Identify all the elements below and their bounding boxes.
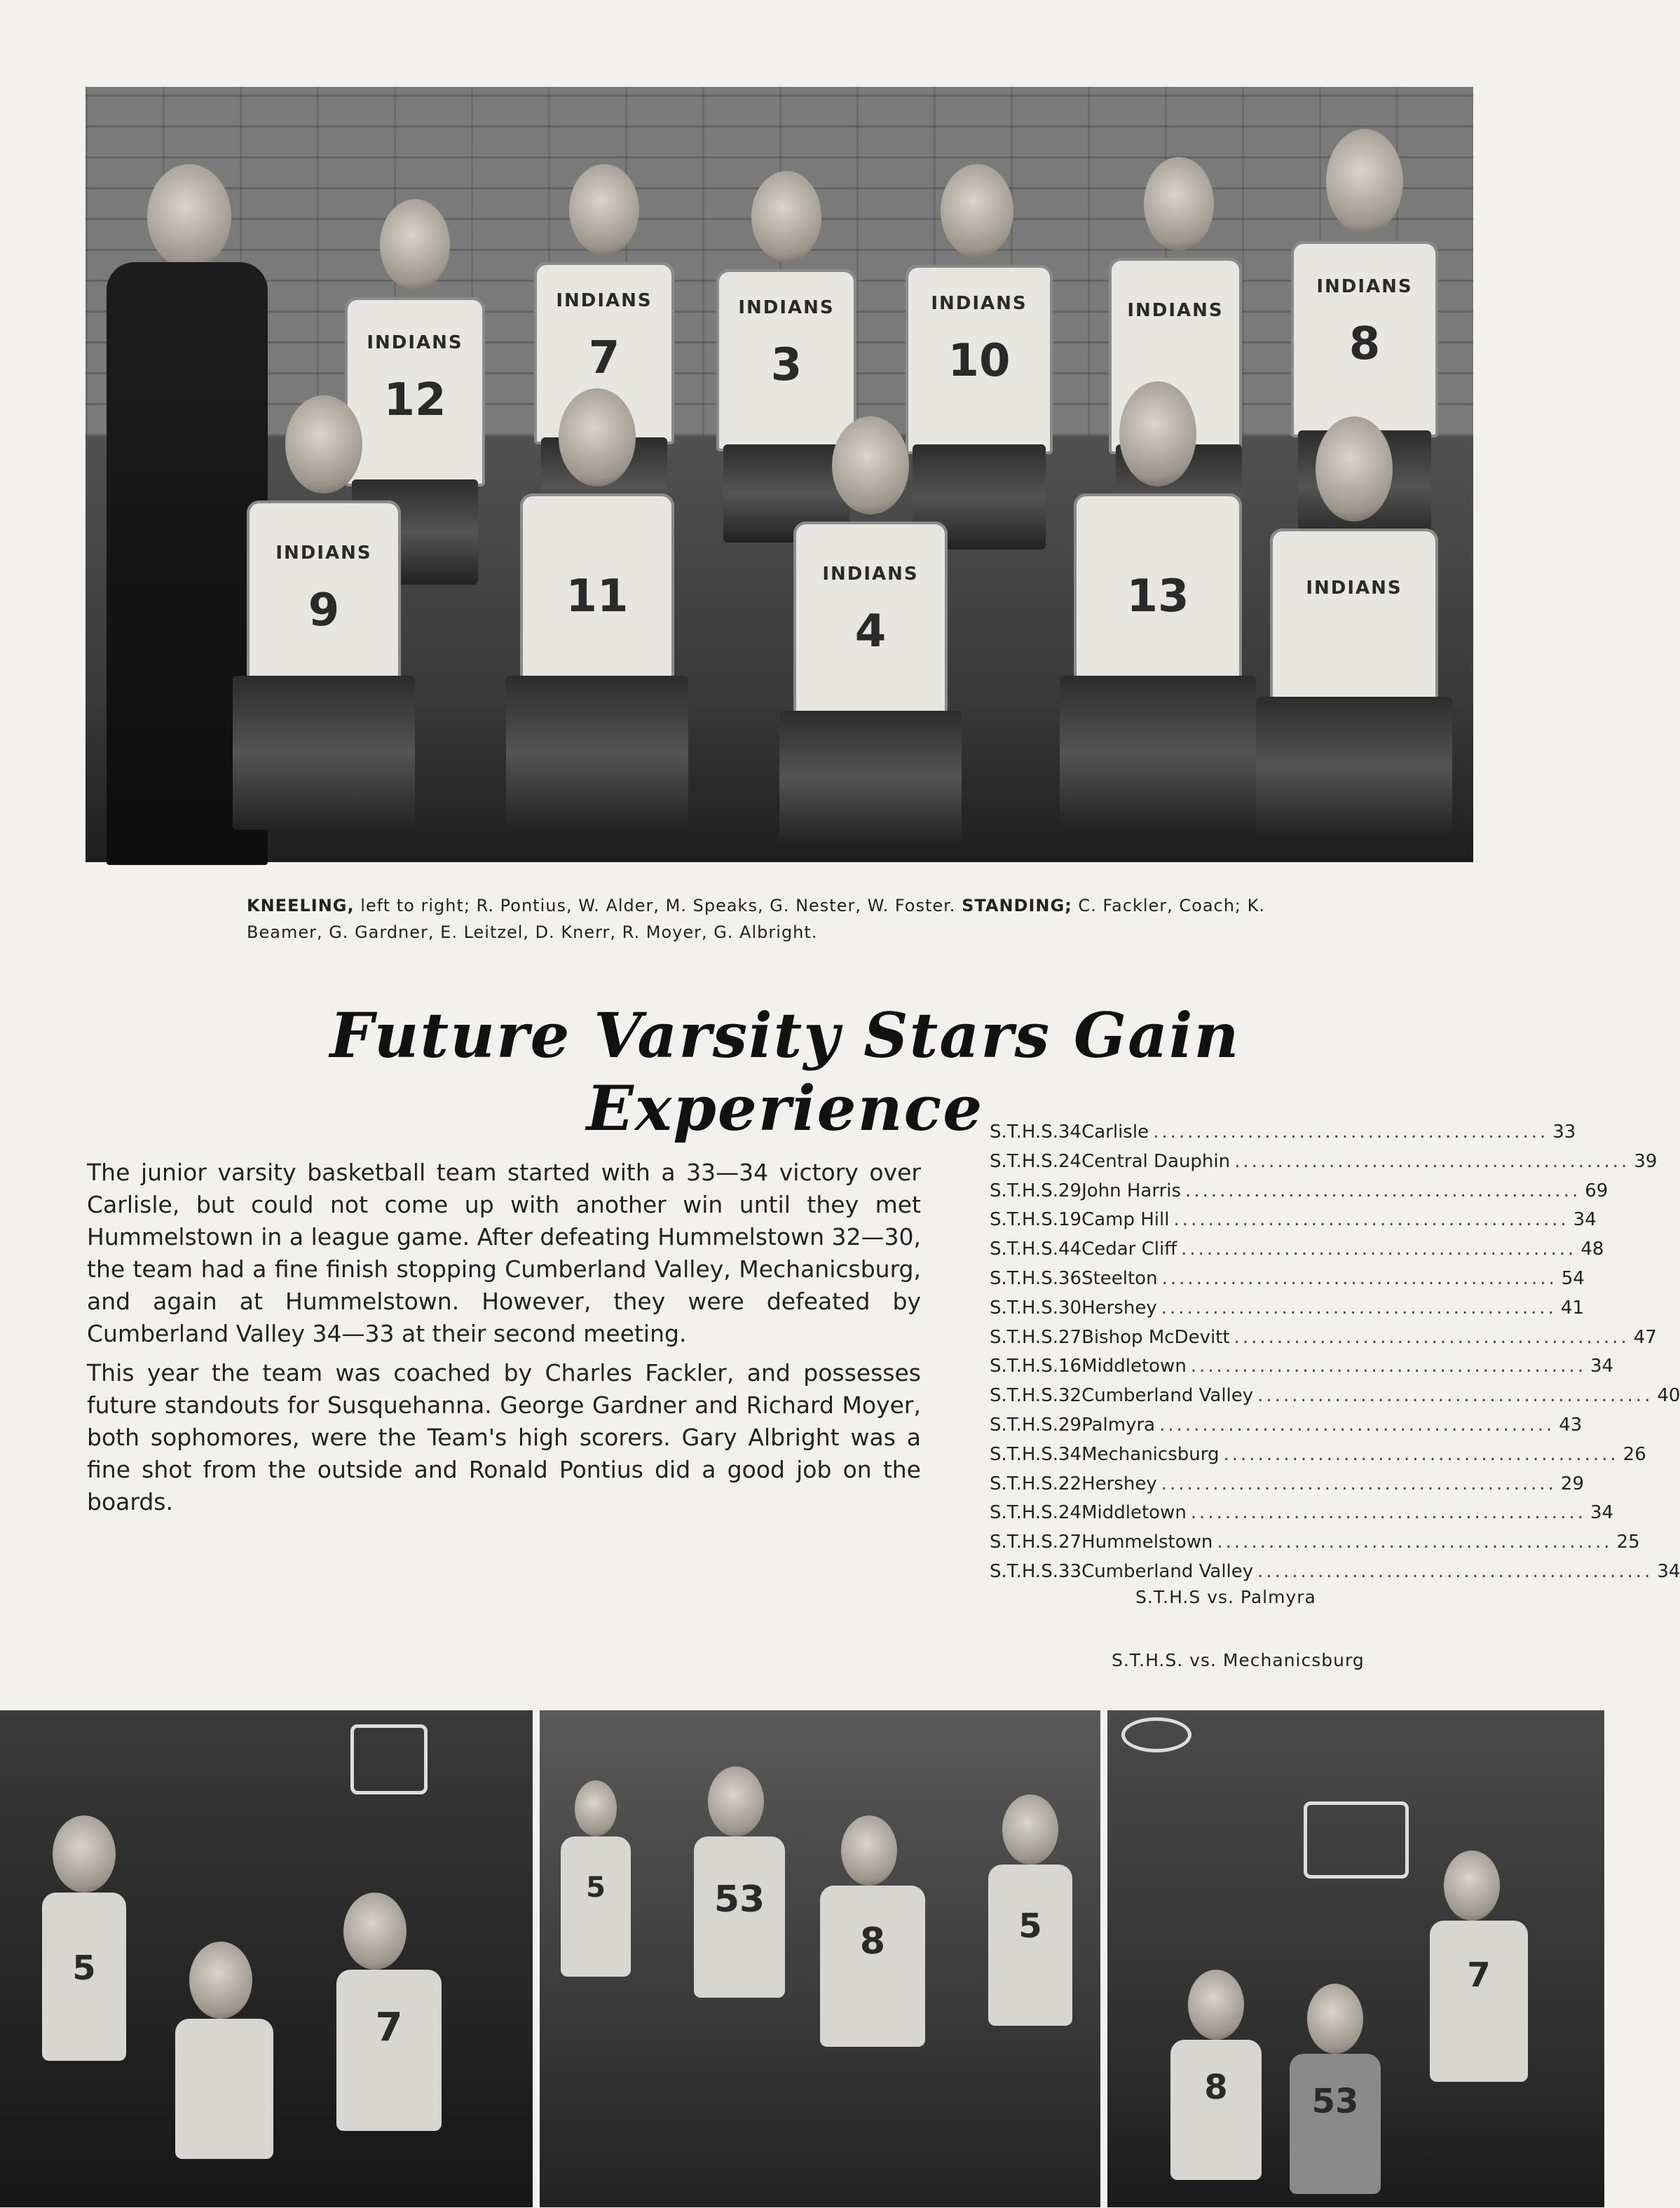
leader-dots: .............................................. xyxy=(1190,1356,1586,1377)
home-score: 24 xyxy=(1058,1150,1082,1172)
action-player: 53 xyxy=(1283,1984,1388,2207)
action-player: 5 xyxy=(974,1794,1086,2187)
home-team: S.T.H.S. xyxy=(990,1560,1058,1582)
home-score: 36 xyxy=(1058,1267,1082,1289)
standing-player: INDIANS 10 xyxy=(892,164,1060,557)
opponent-score: 33 xyxy=(1552,1122,1576,1143)
article-body xyxy=(87,1157,921,1525)
score-row xyxy=(990,1265,1585,1294)
home-score: 30 xyxy=(1058,1297,1082,1318)
home-team: S.T.H.S. xyxy=(990,1150,1058,1172)
opponent-name: Hummelstown xyxy=(1081,1532,1213,1553)
home-score: 29 xyxy=(1058,1414,1082,1436)
palmyra-photo-label: S.T.H.S vs. Palmyra xyxy=(1135,1587,1316,1607)
score-list xyxy=(990,1118,1680,1587)
home-team: S.T.H.S. xyxy=(990,1239,1058,1260)
standing-player: INDIANS xyxy=(1095,157,1256,564)
home-team: S.T.H.S. xyxy=(990,1532,1058,1553)
home-score: 29 xyxy=(1058,1180,1082,1201)
opponent-name: Hershey xyxy=(1081,1297,1157,1318)
action-player: 7 xyxy=(315,1893,456,2207)
home-team: S.T.H.S. xyxy=(990,1122,1058,1143)
opponent-name: Cumberland Valley xyxy=(1081,1560,1254,1582)
opponent-name: Middletown xyxy=(1081,1502,1187,1524)
score-row xyxy=(990,1294,1584,1323)
opponent-score: 40 xyxy=(1657,1385,1680,1407)
opponent-score: 26 xyxy=(1623,1443,1646,1465)
paragraph-2: This year the team was coached by Charles Fackler, and possesses future standouts for Susquehanna. George Gardner and Richard Moyer, both sophomores, were the Team's high scorers. Gary Albright was a fine shot from the outside and Ronald Pontius did a good job on the boards. xyxy=(87,1359,921,1515)
leader-dots: .............................................. xyxy=(1173,1209,1569,1231)
standing-names: C. Fackler, Coach; K. Beamer, G. Gardner, E. Leitzel, D. Knerr, R. Moyer, G. Albright. xyxy=(247,896,1266,942)
score-row xyxy=(990,1206,1597,1235)
home-score: 44 xyxy=(1058,1239,1082,1260)
home-score: 24 xyxy=(1058,1502,1082,1524)
standing-label: STANDING; xyxy=(962,896,1072,915)
kneeling-names: left to right; R. Pontius, W. Alder, M. Speaks, G. Nester, W. Foster. xyxy=(354,896,962,915)
action-player: 5 xyxy=(28,1815,140,2208)
opponent-name: Cumberland Valley xyxy=(1081,1385,1254,1407)
backboard xyxy=(350,1724,428,1794)
score-row xyxy=(990,1118,1576,1147)
home-score: 34 xyxy=(1058,1122,1082,1143)
home-team: S.T.H.S. xyxy=(990,1473,1058,1494)
leader-dots: .............................................. xyxy=(1181,1239,1577,1260)
action-player: 8 xyxy=(1163,1970,1269,2207)
mechanicsburg-photo-label: S.T.H.S. vs. Mechanicsburg xyxy=(1112,1650,1365,1670)
kneeling-player: INDIANS 4 xyxy=(758,416,983,851)
opponent-name: Palmyra xyxy=(1081,1414,1156,1436)
action-player: 7 xyxy=(1416,1851,1542,2201)
leader-dots: .............................................. xyxy=(1161,1267,1557,1289)
leader-dots: .............................................. xyxy=(1234,1326,1630,1348)
opponent-score: 47 xyxy=(1633,1326,1657,1348)
team-photo xyxy=(86,87,1473,862)
opponent-name: Mechanicsburg xyxy=(1081,1443,1220,1465)
score-row xyxy=(990,1235,1604,1265)
opponent-name: Carlisle xyxy=(1081,1122,1149,1143)
opponent-name: Bishop McDevitt xyxy=(1081,1326,1230,1348)
home-team: S.T.H.S. xyxy=(990,1356,1058,1377)
home-score: 34 xyxy=(1058,1443,1082,1465)
page-headline: Future Varsity Stars Gain Experience xyxy=(329,999,1241,1145)
home-team: S.T.H.S. xyxy=(990,1267,1058,1289)
score-row xyxy=(990,1558,1680,1587)
kneeling-player: 11 xyxy=(492,388,702,844)
score-row xyxy=(990,1323,1657,1353)
action-player: 53 xyxy=(680,1766,792,2187)
action-player xyxy=(154,1942,294,2207)
leader-dots: .............................................. xyxy=(1185,1180,1581,1201)
leader-dots: .............................................. xyxy=(1217,1532,1613,1553)
leader-dots: .............................................. xyxy=(1153,1122,1549,1143)
opponent-score: 34 xyxy=(1657,1560,1680,1582)
home-score: 22 xyxy=(1058,1473,1082,1494)
home-score: 33 xyxy=(1058,1560,1082,1582)
opponent-name: Camp Hill xyxy=(1081,1209,1170,1231)
standing-player: INDIANS 8 xyxy=(1277,129,1452,550)
basketball-hoop xyxy=(1121,1717,1191,1752)
action-player: 8 xyxy=(806,1815,932,2194)
kneeling-player: 13 xyxy=(1046,381,1270,844)
opponent-score: 41 xyxy=(1560,1297,1584,1318)
backboard xyxy=(1304,1801,1409,1879)
home-team: S.T.H.S. xyxy=(990,1414,1058,1436)
leader-dots: .............................................. xyxy=(1257,1385,1653,1407)
score-row xyxy=(990,1382,1680,1411)
leader-dots: .............................................. xyxy=(1161,1473,1557,1494)
standing-player: INDIANS 3 xyxy=(702,171,863,550)
leader-dots: .............................................. xyxy=(1257,1560,1653,1582)
opponent-name: Middletown xyxy=(1081,1356,1187,1377)
score-row xyxy=(990,1528,1640,1558)
home-score: 27 xyxy=(1058,1326,1082,1348)
home-team: S.T.H.S. xyxy=(990,1443,1058,1465)
home-team: S.T.H.S. xyxy=(990,1209,1058,1231)
leader-dots: .............................................. xyxy=(1223,1443,1619,1465)
kneeling-player: INDIANS 9 xyxy=(219,395,429,844)
score-row xyxy=(990,1470,1584,1499)
opponent-score: 29 xyxy=(1560,1473,1584,1494)
opponent-score: 54 xyxy=(1561,1267,1585,1289)
photo-caption xyxy=(247,892,1284,946)
home-score: 19 xyxy=(1058,1209,1082,1231)
opponent-score: 39 xyxy=(1634,1150,1658,1172)
action-photo-middle xyxy=(540,1710,1100,2207)
home-team: S.T.H.S. xyxy=(990,1297,1058,1318)
standing-player: INDIANS 12 xyxy=(331,199,492,592)
opponent-name: Central Dauphin xyxy=(1081,1150,1231,1172)
home-team: S.T.H.S. xyxy=(990,1385,1058,1407)
kneeling-label: KNEELING, xyxy=(247,896,355,915)
score-row xyxy=(990,1411,1583,1440)
opponent-score: 34 xyxy=(1590,1502,1614,1524)
opponent-name: Steelton xyxy=(1081,1267,1158,1289)
kneeling-player: INDIANS xyxy=(1242,416,1466,844)
home-score: 27 xyxy=(1058,1532,1082,1553)
score-row xyxy=(990,1499,1614,1528)
score-row xyxy=(990,1440,1646,1470)
opponent-name: Hershey xyxy=(1081,1473,1157,1494)
action-player: 5 xyxy=(554,1780,638,2131)
opponent-score: 69 xyxy=(1585,1180,1609,1201)
score-row xyxy=(990,1352,1614,1382)
home-team: S.T.H.S. xyxy=(990,1180,1058,1201)
opponent-score: 48 xyxy=(1580,1239,1604,1260)
paragraph-1: The junior varsity basketball team started with a 33—34 victory over Carlisle, but could not come up with another win until they met Hummelstown in a league game. After defeating Hummelstown 32—30, the team had a fine finish stopping Cumberland Valley, Mechanicsburg, and again at Hummelstown. However, they were defeated by Cumberland Valley 34—33 at their second meeting. xyxy=(87,1159,921,1347)
action-photo-right xyxy=(1107,1710,1604,2207)
action-photo-left xyxy=(0,1710,533,2207)
leader-dots: .............................................. xyxy=(1159,1414,1555,1436)
opponent-score: 34 xyxy=(1590,1356,1614,1377)
opponent-score: 25 xyxy=(1616,1532,1640,1553)
standing-player: INDIANS 7 xyxy=(520,164,681,543)
leader-dots: .............................................. xyxy=(1161,1297,1557,1318)
home-score: 32 xyxy=(1058,1385,1082,1407)
score-row xyxy=(990,1177,1609,1206)
home-team: S.T.H.S. xyxy=(990,1502,1058,1524)
opponent-name: Cedar Cliff xyxy=(1081,1239,1177,1260)
score-row xyxy=(990,1147,1658,1177)
leader-dots: .............................................. xyxy=(1190,1502,1586,1524)
home-team: S.T.H.S. xyxy=(990,1326,1058,1348)
leader-dots: .............................................. xyxy=(1234,1150,1630,1172)
opponent-score: 43 xyxy=(1559,1414,1583,1436)
opponent-score: 34 xyxy=(1573,1209,1597,1231)
opponent-name: John Harris xyxy=(1081,1180,1182,1201)
home-score: 16 xyxy=(1058,1356,1082,1377)
